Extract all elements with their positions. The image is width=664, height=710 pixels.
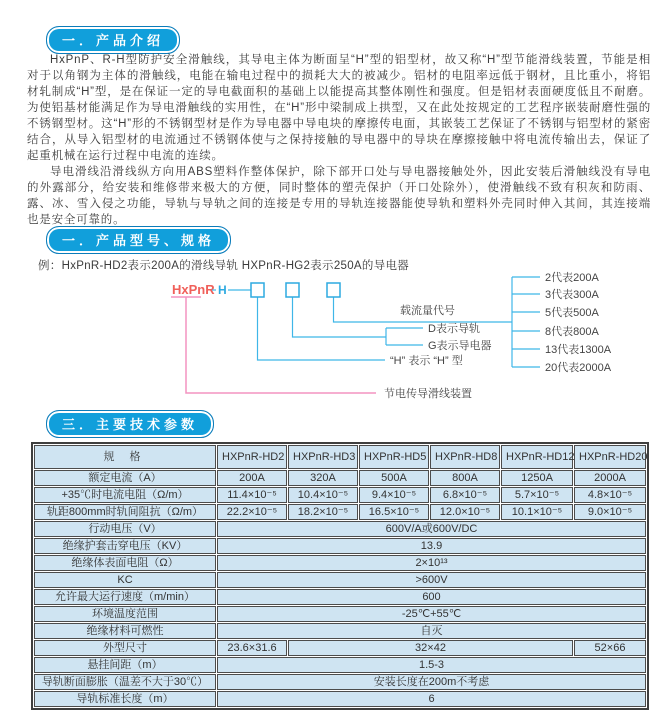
table-row-operating-voltage [34, 521, 646, 537]
cell-value-span: 6 [217, 691, 646, 707]
device-name-label: 节电传导滑线装置 [384, 388, 472, 400]
cell-value: 2000A [574, 470, 646, 486]
section-title-specs: 三．主要技术参数 [46, 410, 214, 438]
table-row-standard-length [34, 691, 646, 707]
spec-table-container [31, 442, 648, 710]
capacity-item-300: 3代表300A [545, 289, 599, 301]
device-connector-line [171, 297, 376, 393]
cell-value-span: 自灭 [217, 623, 646, 639]
row-label: 允许最大运行速度（m/min） [34, 589, 216, 605]
row-label: 导轨标准长度（m） [34, 691, 216, 707]
cell-value: 5.7×10⁻⁵ [501, 487, 573, 503]
table-row-temp-range [34, 606, 646, 622]
model-number-diagram [0, 270, 664, 410]
cell-value-span: 600 [217, 589, 646, 605]
capacity-code-label: 载流量代号 [400, 305, 455, 317]
cell-value-span: 安装长度在200m不考虑 [217, 674, 646, 690]
header-hd8: HXPnR-HD8 [430, 445, 500, 469]
row-label: 环境温度范围 [34, 606, 216, 622]
table-row-surface-resistance [34, 555, 646, 571]
cell-value: 800A [430, 470, 500, 486]
model-prefix-text: HxPnR [172, 282, 215, 297]
cell-value: 320A [288, 470, 358, 486]
model-example-line: 例：HxPnR-HD2表示200A的滑线导轨 HXPnR-HG2表示250A的导电器 [38, 260, 410, 272]
h-type-label: “H” 表示 “H” 型 [390, 355, 463, 367]
row-label: 行动电压（V） [34, 521, 216, 537]
cell-value-span: 1.5-3 [217, 657, 646, 673]
table-header-row [34, 445, 646, 469]
cell-value-span: 2×10¹³ [217, 555, 646, 571]
table-row-dimensions [34, 640, 646, 656]
header-hd12: HXPnR-HD12 [501, 445, 573, 469]
row-label: 轨距800mm时轨间阻抗（Ω/m） [34, 504, 216, 520]
g-conductor-label: G表示导电器 [428, 340, 492, 352]
row-label: 绝缘体表面电阻（Ω） [34, 555, 216, 571]
capacity-item-200: 2代表200A [545, 272, 599, 284]
cell-value-span: 600V/A或600V/DC [217, 521, 646, 537]
row-label: 悬挂间距（m） [34, 657, 216, 673]
cell-value: 52×66 [574, 640, 646, 656]
cell-value: 4.8×10⁻⁵ [574, 487, 646, 503]
intro-text-block [27, 52, 651, 228]
table-row-flammability [34, 623, 646, 639]
cell-value: 11.4×10⁻⁵ [217, 487, 287, 503]
digit-box-2 [286, 283, 299, 297]
section-title-intro: 一．产品介绍 [46, 26, 180, 54]
cell-value-span: -25℃+55℃ [217, 606, 646, 622]
header-hd3: HXPnR-HD3 [288, 445, 358, 469]
cell-value-span: >600V [217, 572, 646, 588]
capacity-item-800: 8代表800A [545, 326, 599, 338]
cell-value-span: 32×42 [288, 640, 573, 656]
header-hd20: HXPnR-HD20 [574, 445, 646, 469]
capacity-item-500: 5代表500A [545, 307, 599, 319]
cell-value: 18.2×10⁻⁵ [288, 504, 358, 520]
row-label: 额定电流（A） [34, 470, 216, 486]
cell-value: 12.0×10⁻⁵ [430, 504, 500, 520]
row-label: 外型尺寸 [34, 640, 216, 656]
row-label: 绝缘材料可燃性 [34, 623, 216, 639]
cell-value: 500A [359, 470, 429, 486]
header-hd5: HXPnR-HD5 [359, 445, 429, 469]
table-row-impedance-800mm [34, 504, 646, 520]
cell-value: 23.6×31.6 [217, 640, 287, 656]
section-title-model: 一．产品型号、规格 [46, 226, 231, 254]
intro-paragraph-2: 导电滑线沿滑线纵方向用ABS塑料作整体保护，除下部开口处与导电器接触处外，因此安装后滑触线没有导电的外露部分，给安装和维修带来极大的方便，同时整体的塑壳保护（开口处除外），使滑触线不致有积灰和防雨、露、冰、雪入侵之功能，导轨与导轨之间的连接是专用的导轨连接器能使导轨和塑料外壳同时伸入其间，其连接端也是安全可靠的。 [27, 166, 651, 226]
table-row-rated-current [34, 470, 646, 486]
cell-value: 1250A [501, 470, 573, 486]
row-label: 导轨断面膨胀（温差不大于30℃） [34, 674, 216, 690]
cell-value: 6.8×10⁻⁵ [430, 487, 500, 503]
table-row-kc [34, 572, 646, 588]
header-spec: 规 格 [34, 445, 216, 469]
capacity-item-2000: 20代表2000A [545, 362, 612, 374]
row-label: KC [34, 572, 216, 588]
table-row-expansion [34, 674, 646, 690]
capacity-item-1300: 13代表1300A [545, 344, 612, 356]
cell-value-span: 13.9 [217, 538, 646, 554]
cell-value: 9.4×10⁻⁵ [359, 487, 429, 503]
cell-value: 22.2×10⁻⁵ [217, 504, 287, 520]
cell-value: 200A [217, 470, 287, 486]
cell-value: 10.4×10⁻⁵ [288, 487, 358, 503]
model-digit-boxes [251, 283, 340, 297]
spec-table [31, 442, 649, 710]
d-rail-label: D表示导轨 [428, 323, 480, 335]
table-row-resistance-35c [34, 487, 646, 503]
digit-box-1 [251, 283, 264, 297]
header-hd2: HXPnR-HD2 [217, 445, 287, 469]
row-label: 绝缘护套击穿电压（KV） [34, 538, 216, 554]
table-row-breakdown-voltage [34, 538, 646, 554]
table-row-hanging-distance [34, 657, 646, 673]
digit-box-3 [327, 283, 340, 297]
row-label: +35℃时电流电阻（Ω/m） [34, 487, 216, 503]
intro-paragraph-1: HxPnP、R-H型防护安全滑触线，其导电主体为断面呈“H”型的铝型材，故又称“H”型节能滑线装置，节能是相对于以角钢为主体的滑触线，电能在输电过程中的损耗大大的被减少。铝材的电阻率远低于钢材，且比重小，将铝材轧制成“H”型，是在保证一定的导电截面积的基础上以能提高其整体刚性和强度。但是铝材表面硬度低且不耐磨。为使铝基材能满足作为导电滑触线的实用性，在“H”形中梁制成上拱型，又在此处按规定的工艺程序嵌装耐磨性强的不锈钢型材。这“H”形的不锈钢型材是作为导电器中导电块的摩擦传电面，其嵌装工艺保证了不锈钢与铝型材的紧密结合，从导入铝型材的电流通过不锈钢体使与之保持接触的导电器中的导块在摩擦接触中将电流传输出去，保证了起重机械在运行过程中电流的连续。 [27, 54, 651, 162]
model-diagram-graphic [0, 270, 664, 410]
cell-value: 16.5×10⁻⁵ [359, 504, 429, 520]
cell-value: 9.0×10⁻⁵ [574, 504, 646, 520]
table-row-max-speed [34, 589, 646, 605]
cell-value: 10.1×10⁻⁵ [501, 504, 573, 520]
model-suffix-h-text: H [218, 283, 227, 297]
